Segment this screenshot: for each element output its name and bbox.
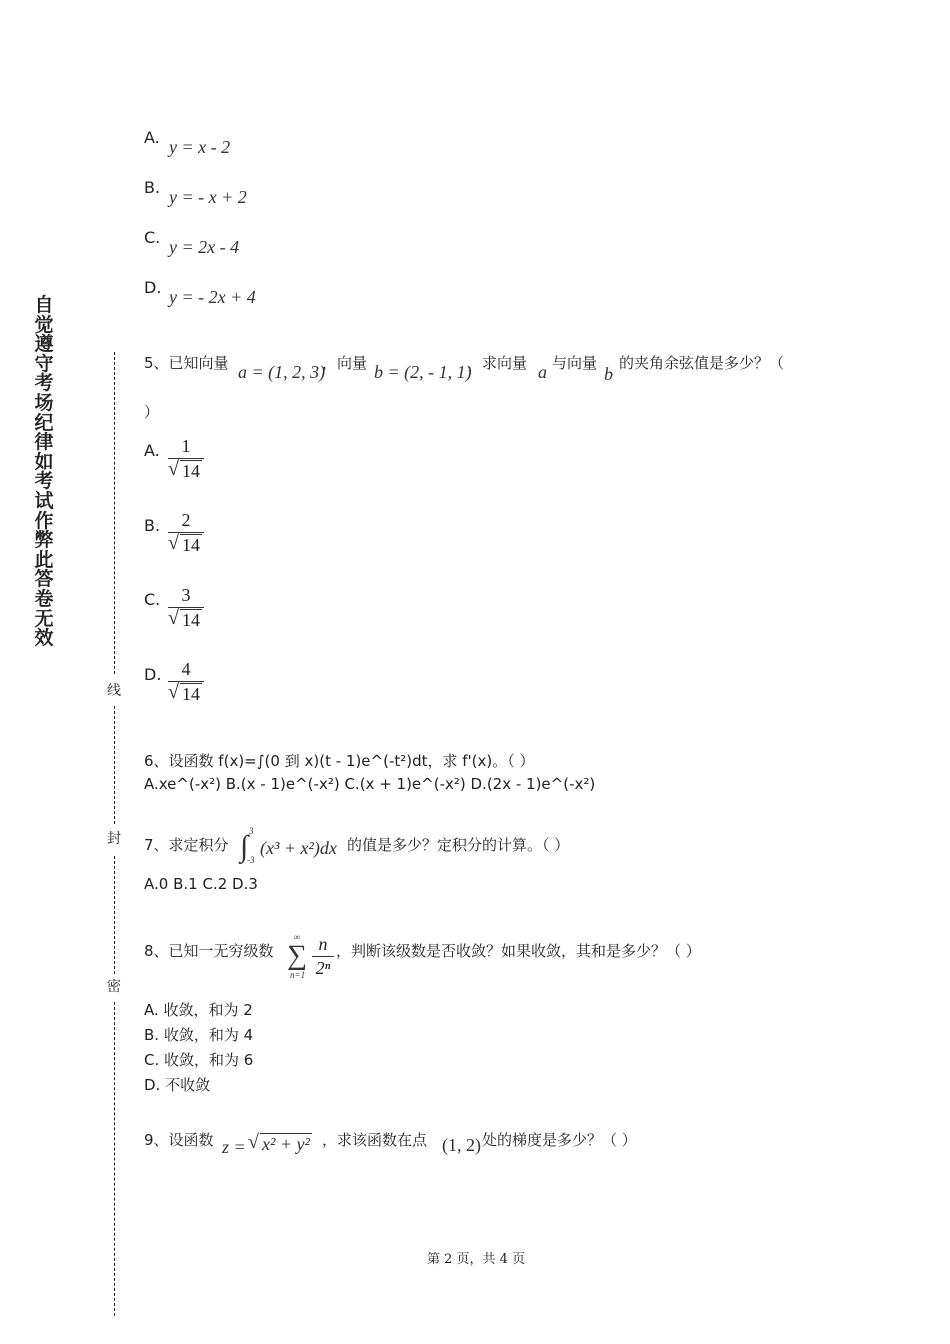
fraction-numerator: 4 — [181, 659, 191, 679]
sqrt — [250, 1133, 312, 1155]
q7-upper-limit: 3 — [249, 826, 254, 836]
radical-sign: √ — [168, 681, 179, 703]
fraction-numerator: n — [318, 934, 328, 954]
q9-radicand: x² + y² — [262, 1134, 310, 1154]
q8-option-c: C. 收敛，和为 6 — [144, 1051, 254, 1069]
q9-text-3: 处的梯度是多少？（ ） — [482, 1131, 637, 1149]
q5-option-d-label: D. — [144, 665, 162, 684]
summation-sign: ∑ — [287, 940, 307, 971]
fraction-denominator: 2ⁿ — [315, 958, 331, 978]
q4-option-d-formula: y = - 2x + 4 — [169, 287, 256, 307]
exam-discipline-notice: 自觉遵守考场纪律如考试作弊此答卷无效 — [34, 294, 54, 650]
sqrt — [170, 534, 202, 556]
q5-vector-a: a = (1, 2, 3) — [238, 362, 326, 382]
q8-option-a: A. 收敛，和为 2 — [144, 1001, 253, 1019]
sqrt — [170, 460, 202, 482]
q9-sqrt — [250, 1133, 312, 1155]
q5-text-2: ，向量 — [322, 354, 368, 372]
q8-text-1: 8、已知一无穷级数 — [144, 942, 274, 960]
q7-text-2: 的值是多少？定积分的计算。（ ） — [347, 836, 570, 854]
binding-mark-secret: 密 — [107, 979, 121, 995]
q4-option-b-label: B. — [144, 178, 161, 197]
sqrt — [170, 683, 202, 705]
q5-text-5: 的夹角余弦值是多少？（ — [619, 354, 785, 372]
q9-text-2: ，求该函数在点 — [322, 1131, 428, 1149]
q9-text-1: 9、设函数 — [144, 1131, 214, 1149]
radical-sign: √ — [168, 458, 179, 480]
q5-text-3: ，求向量 — [467, 354, 528, 372]
q7-text-1: 7、求定积分 — [144, 836, 229, 854]
q7-options: A.0 B.1 C.2 D.3 — [144, 875, 258, 893]
q5-option-b-fraction — [168, 510, 204, 556]
q5-option-c-label: C. — [144, 590, 161, 609]
q4-option-c-label: C. — [144, 228, 161, 247]
fraction-denominator: 14 — [182, 684, 200, 704]
q7-lower-limit: -3 — [247, 855, 255, 865]
radical-sign: √ — [248, 1131, 259, 1153]
q8-sum-lower: n=1 — [290, 970, 306, 980]
fraction-denominator: 14 — [182, 535, 200, 555]
integral-sign: ∫ — [240, 830, 249, 863]
q7-integrand: (x³ + x²)dx — [260, 838, 337, 858]
q5-option-c-fraction — [168, 585, 204, 631]
binding-dashed-line — [114, 352, 115, 674]
q6-text: 6、设函数 f(x)=∫(0 到 x)(t - 1)e^(-t²)dt，求 f'(x)。（ ） — [144, 752, 535, 770]
q5-option-a-fraction — [168, 436, 204, 482]
q4-option-d-label: D. — [144, 278, 162, 297]
q4-option-a-label: A. — [144, 128, 160, 147]
q8-option-d: D. 不收敛 — [144, 1076, 211, 1094]
binding-dashed-line — [114, 1002, 115, 1316]
page-number: 第 2 页，共 4 页 — [427, 1252, 526, 1267]
radical-sign: √ — [168, 607, 179, 629]
q5-text-1: 5、已知向量 — [144, 354, 229, 372]
q4-option-b-formula: y = - x + 2 — [169, 187, 247, 207]
radical-sign: √ — [168, 532, 179, 554]
fraction-numerator: 1 — [181, 436, 191, 456]
q5-vector-b: b = (2, - 1, 1) — [374, 362, 472, 382]
q8-text-2: ，判断该级数是否收敛？如果收敛，其和是多少？（ ） — [336, 942, 701, 960]
q4-option-c-formula: y = 2x - 4 — [169, 237, 240, 257]
q8-term-fraction — [312, 934, 334, 979]
q9-point: (1, 2) — [442, 1135, 481, 1155]
fraction-numerator: 2 — [181, 510, 191, 530]
fraction-denominator: 14 — [182, 461, 200, 481]
fraction-denominator: 14 — [182, 610, 200, 630]
q5-text-4: 与向量 — [552, 354, 598, 372]
q9-function-lhs: z = — [222, 1137, 246, 1157]
fraction-numerator: 3 — [181, 585, 191, 605]
fraction-bar — [312, 956, 334, 957]
q5-close-paren: ） — [144, 403, 160, 421]
q5-option-d-fraction — [168, 659, 204, 705]
q5-option-a-label: A. — [144, 441, 160, 460]
binding-dashed-line — [114, 706, 115, 824]
sqrt — [170, 609, 202, 631]
q5-b: b — [604, 364, 613, 384]
binding-mark-seal: 封 — [107, 831, 121, 847]
binding-dashed-line — [114, 856, 115, 974]
q5-option-b-label: B. — [144, 516, 161, 535]
q8-sum-upper: ∞ — [294, 932, 301, 942]
q5-a: a — [538, 362, 547, 382]
q6-options: A.xe^(-x²) B.(x - 1)e^(-x²) C.(x + 1)e^(-x²) D.(2x - 1)e^(-x²) — [144, 775, 596, 793]
binding-mark-line: 线 — [107, 683, 121, 699]
q8-option-b: B. 收敛，和为 4 — [144, 1026, 254, 1044]
q4-option-a-formula: y = x - 2 — [169, 137, 231, 157]
